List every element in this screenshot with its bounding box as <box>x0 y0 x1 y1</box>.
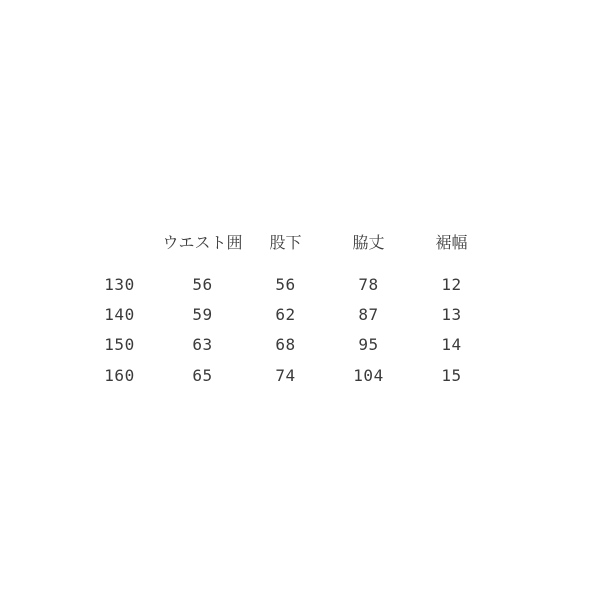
column-header-inseam: 股下 <box>269 232 302 252</box>
size-label: 140 <box>104 304 135 324</box>
hem-width-value: 15 <box>441 365 462 385</box>
hem-width-value: 13 <box>441 304 462 324</box>
column-header-side-length: 脇丈 <box>352 232 385 252</box>
inseam-value: 68 <box>275 335 296 355</box>
table-row <box>78 330 493 360</box>
table-row <box>78 360 493 390</box>
inseam-value: 62 <box>275 304 296 324</box>
hem-width-value: 12 <box>441 274 462 294</box>
size-label: 130 <box>104 274 135 294</box>
waist-value: 59 <box>192 304 213 324</box>
size-label: 150 <box>104 335 135 355</box>
inseam-value: 56 <box>275 274 296 294</box>
side-length-value: 104 <box>353 365 384 385</box>
table-row <box>78 299 493 329</box>
size-chart-header-row <box>78 228 493 254</box>
side-length-value: 78 <box>358 274 379 294</box>
column-header-hem-width: 裾幅 <box>435 232 468 252</box>
hem-width-value: 14 <box>441 335 462 355</box>
size-chart-table <box>78 228 493 390</box>
table-row <box>78 269 493 299</box>
waist-value: 65 <box>192 365 213 385</box>
waist-value: 56 <box>192 274 213 294</box>
side-length-value: 87 <box>358 304 379 324</box>
waist-value: 63 <box>192 335 213 355</box>
size-label: 160 <box>104 365 135 385</box>
column-header-waist: ウエスト囲 <box>162 232 243 252</box>
inseam-value: 74 <box>275 365 296 385</box>
side-length-value: 95 <box>358 335 379 355</box>
